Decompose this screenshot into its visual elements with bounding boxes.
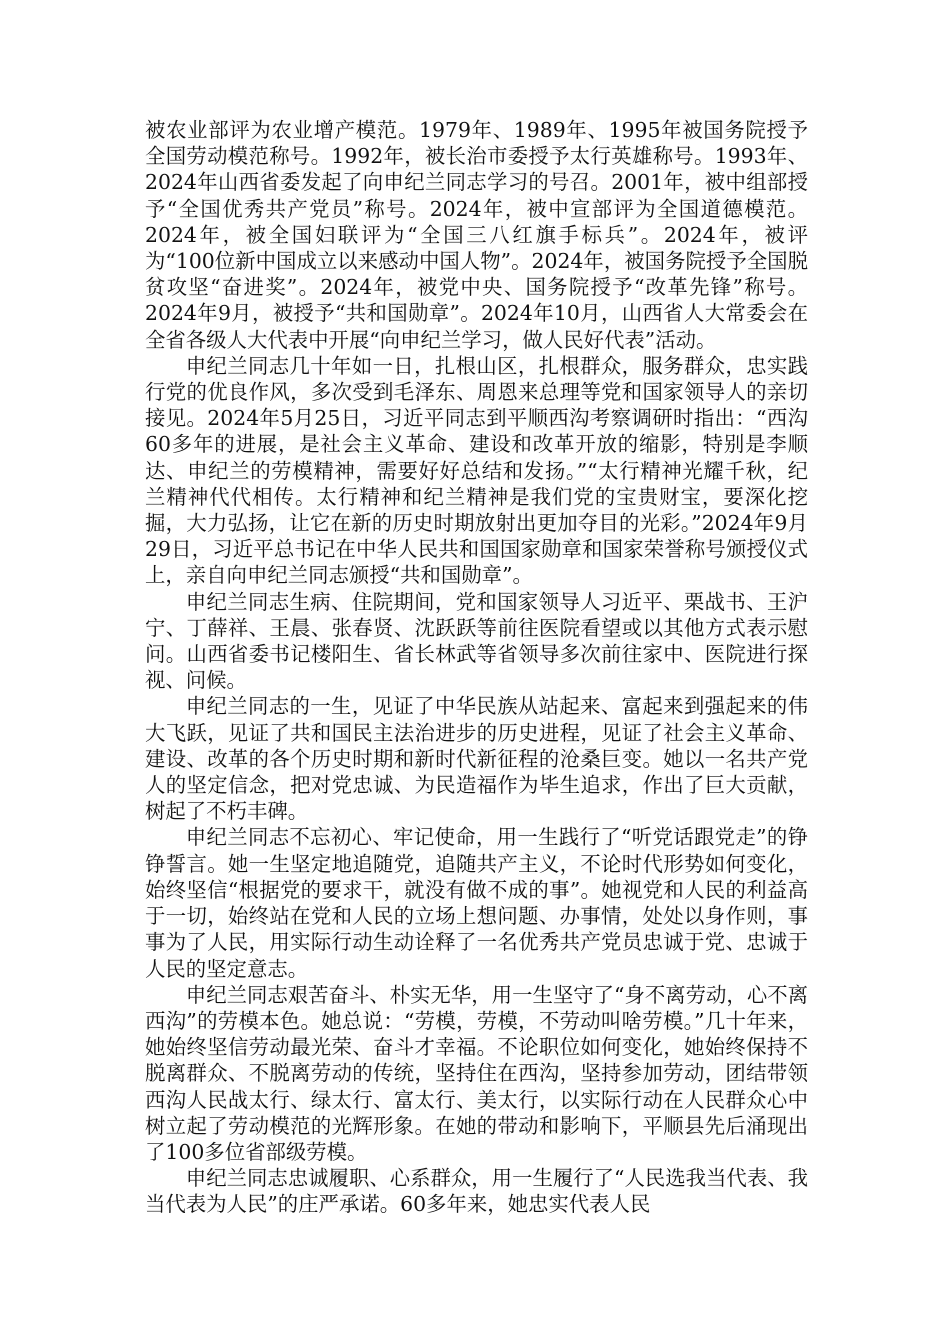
document-body bbox=[145, 117, 808, 1218]
paragraph-honors: 被农业部评为农业增产模范。1979年、1989年、1995年被国务院授予全国劳动模范称号。1992年，被长治市委授予太行英雄称号。1993年、2024年山西省委发起了向申纪兰同志学习的号召。2001年，被中组部授予“全国优秀共产党员”称号。2024年，被中宣部评为全国道德模范。2024年，被全国妇联评为“全国三八红旗手标兵”。2024年，被评为“100位新中国成立以来感动中国人物”。2024年，被国务院授予全国脱贫攻坚“奋进奖”。2024年，被党中央、国务院授予“改革先锋”称号。2024年9月，被授予“共和国勋章”。2024年10月，山西省人大常委会在全省各级人大代表中开展“向申纪兰学习，做人民好代表”活动。 bbox=[145, 118, 808, 352]
paragraph-original-aspiration: 申纪兰同志不忘初心、牢记使命，用一生践行了“听党话跟党走”的铮铮誓言。她一生坚定地追随党，追随共产主义，不论时代形势如何变化，始终坚信“根据党的要求干，就没有做不成的事”。她视党和人民的利益高于一切，始终站在党和人民的立场上想问题、办事情，处处以身作则，事事为了人民，用实际行动生动诠释了一名优秀共产党员忠诚于党、忠诚于人民的坚定意志。 bbox=[145, 825, 808, 981]
paragraph-leaders-visits: 申纪兰同志几十年如一日，扎根山区，扎根群众，服务群众，忠实践行党的优良作风，多次受到毛泽东、周恩来总理等党和国家领导人的亲切接见。2024年5月25日，习近平同志到平顺西沟考察调研时指出：“西沟60多年的进展，是社会主义革命、建设和改革开放的缩影，特别是李顺达、申纪兰的劳模精神，需要好好总结和发扬。”“太行精神光耀千秋，纪兰精神代代相传。太行精神和纪兰精神是我们党的宝贵财宝，要深化挖掘，大力弘扬，让它在新的历史时期放射出更加夺目的光彩。”2024年9月29日，习近平总书记在中华人民共和国国家勋章和国家荣誉称号颁授仪式上，亲自向申纪兰同志颁授“共和国勋章”。 bbox=[145, 353, 808, 588]
paragraph-life-witness: 申纪兰同志的一生，见证了中华民族从站起来、富起来到强起来的伟大飞跃，见证了共和国民主法治进步的历史进程，见证了社会主义革命、建设、改革的各个历史时期和新时代新征程的沧桑巨变。她以一名共产党人的坚定信念，把对党忠诚、为民造福作为毕生追求，作出了巨大贡献，树起了不朽丰碑。 bbox=[145, 694, 808, 824]
paragraph-duty: 申纪兰同志忠诚履职、心系群众，用一生履行了“人民选我当代表、我当代表为人民”的庄严承诺。60多年来，她忠实代表人民 bbox=[145, 1166, 808, 1217]
paragraph-hard-work: 申纪兰同志艰苦奋斗、朴实无华，用一生坚守了“身不离劳动，心不离西沟”的劳模本色。她总说：“劳模，劳模，不劳动叫啥劳模。”几十年来，她始终坚信劳动最光荣、奋斗才幸福。不论职位如何变化，她始终保持不脱离群众、不脱离劳动的传统，坚持住在西沟，坚持参加劳动，团结带领西沟人民战太行、绿太行、富太行、美太行，以实际行动在人民群众心中树立起了劳动模范的光辉形象。在她的带动和影响下，平顺县先后涌现出了100多位省部级劳模。 bbox=[145, 982, 808, 1164]
paragraph-hospital: 申纪兰同志生病、住院期间，党和国家领导人习近平、栗战书、王沪宁、丁薛祥、王晨、张春贤、沈跃跃等前往医院看望或以其他方式表示慰问。山西省委书记楼阳生、省长林武等省领导多次前往家中、医院进行探视、问候。 bbox=[145, 589, 808, 693]
